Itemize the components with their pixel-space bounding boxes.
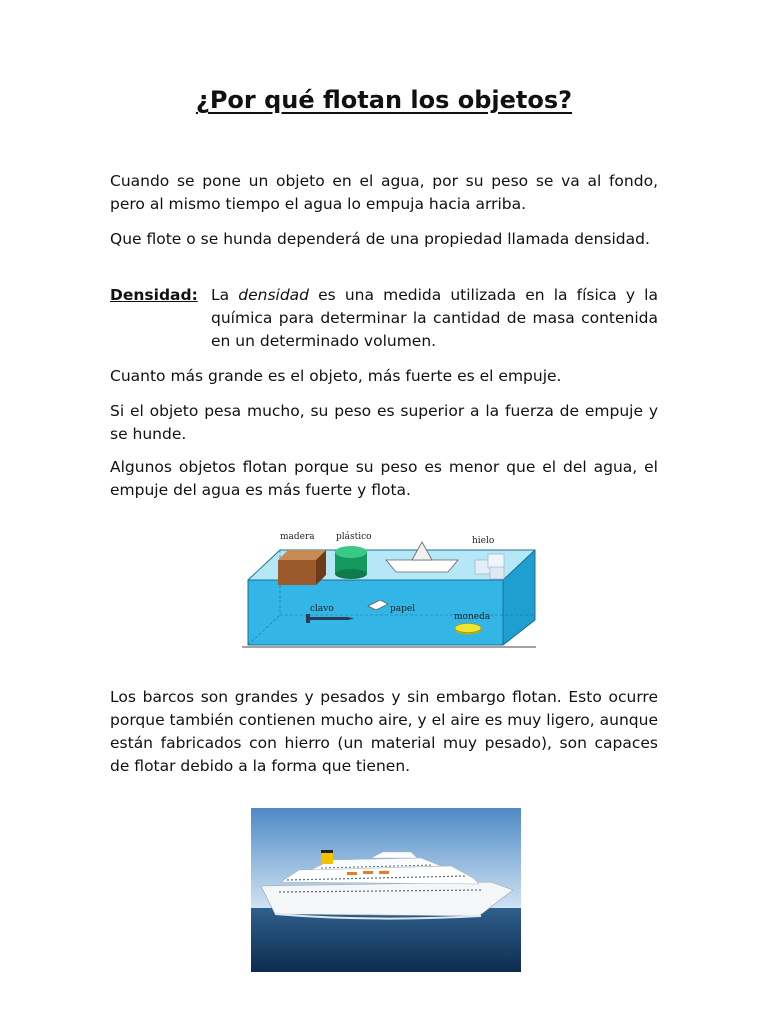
- nail-head: [306, 614, 310, 623]
- ship-funnel: [321, 852, 333, 864]
- definition-term: densidad: [238, 286, 310, 304]
- lifeboat-2: [363, 871, 373, 874]
- paragraph-density-intro: Que flote o se hunda dependerá de una propiedad llamada densidad.: [110, 230, 650, 248]
- definition-prefix: La: [211, 286, 239, 304]
- paragraph-heavy: Si el objeto pesa mucho, su peso es superior a la fuerza de empuje y se hunde.: [110, 402, 658, 443]
- page-title-text: ¿Por qué flotan los objetos?: [195, 86, 573, 114]
- label-hielo: hielo: [472, 536, 495, 546]
- label-papel: papel: [390, 604, 416, 614]
- plastic-bottom: [335, 569, 367, 579]
- label-moneda: moneda: [454, 612, 491, 622]
- plastic-top: [335, 546, 367, 558]
- coin: [455, 624, 481, 633]
- page-title: [0, 86, 768, 114]
- paragraph-float: Algunos objetos flotan porque su peso es menor que el del agua, el empuje del agua es más fuerte y flota.: [110, 458, 658, 499]
- lifeboat-3: [379, 871, 389, 874]
- cruise-ship-photo: [251, 808, 521, 972]
- ship-funnel-top: [321, 850, 333, 853]
- buoyancy-diagram: [240, 520, 540, 650]
- definition-label: Densidad:: [110, 286, 198, 304]
- paper-boat: [386, 560, 458, 572]
- lifeboat-1: [347, 872, 357, 875]
- paragraph-ships: Los barcos son grandes y pesados y sin embargo flotan. Esto ocurre porque también contienen mucho aire, y el aire es muy ligero, aunque están fabricados con hierro (un material muy pesado), son capaces de flotar debido a la forma que tienen.: [110, 688, 658, 775]
- definition-body: es una medida utilizada en la física y la química para determinar la cantidad de masa contenida en un determinado volumen.: [211, 286, 658, 350]
- definition-text: [211, 284, 658, 353]
- paragraph-size: Cuanto más grande es el objeto, más fuerte es el empuje.: [110, 367, 562, 385]
- nail: [310, 617, 348, 620]
- ice-cube-2: [488, 554, 504, 568]
- ship-hull: [261, 882, 513, 916]
- label-clavo: clavo: [310, 604, 334, 614]
- ice-cube-3: [490, 567, 504, 579]
- wood-block: [278, 560, 316, 585]
- label-madera: madera: [280, 532, 315, 542]
- paragraph-intro: Cuando se pone un objeto en el agua, por su peso se va al fondo, pero al mismo tiempo el agua lo empuja hacia arriba.: [110, 172, 658, 213]
- label-plastico: plástico: [336, 532, 372, 542]
